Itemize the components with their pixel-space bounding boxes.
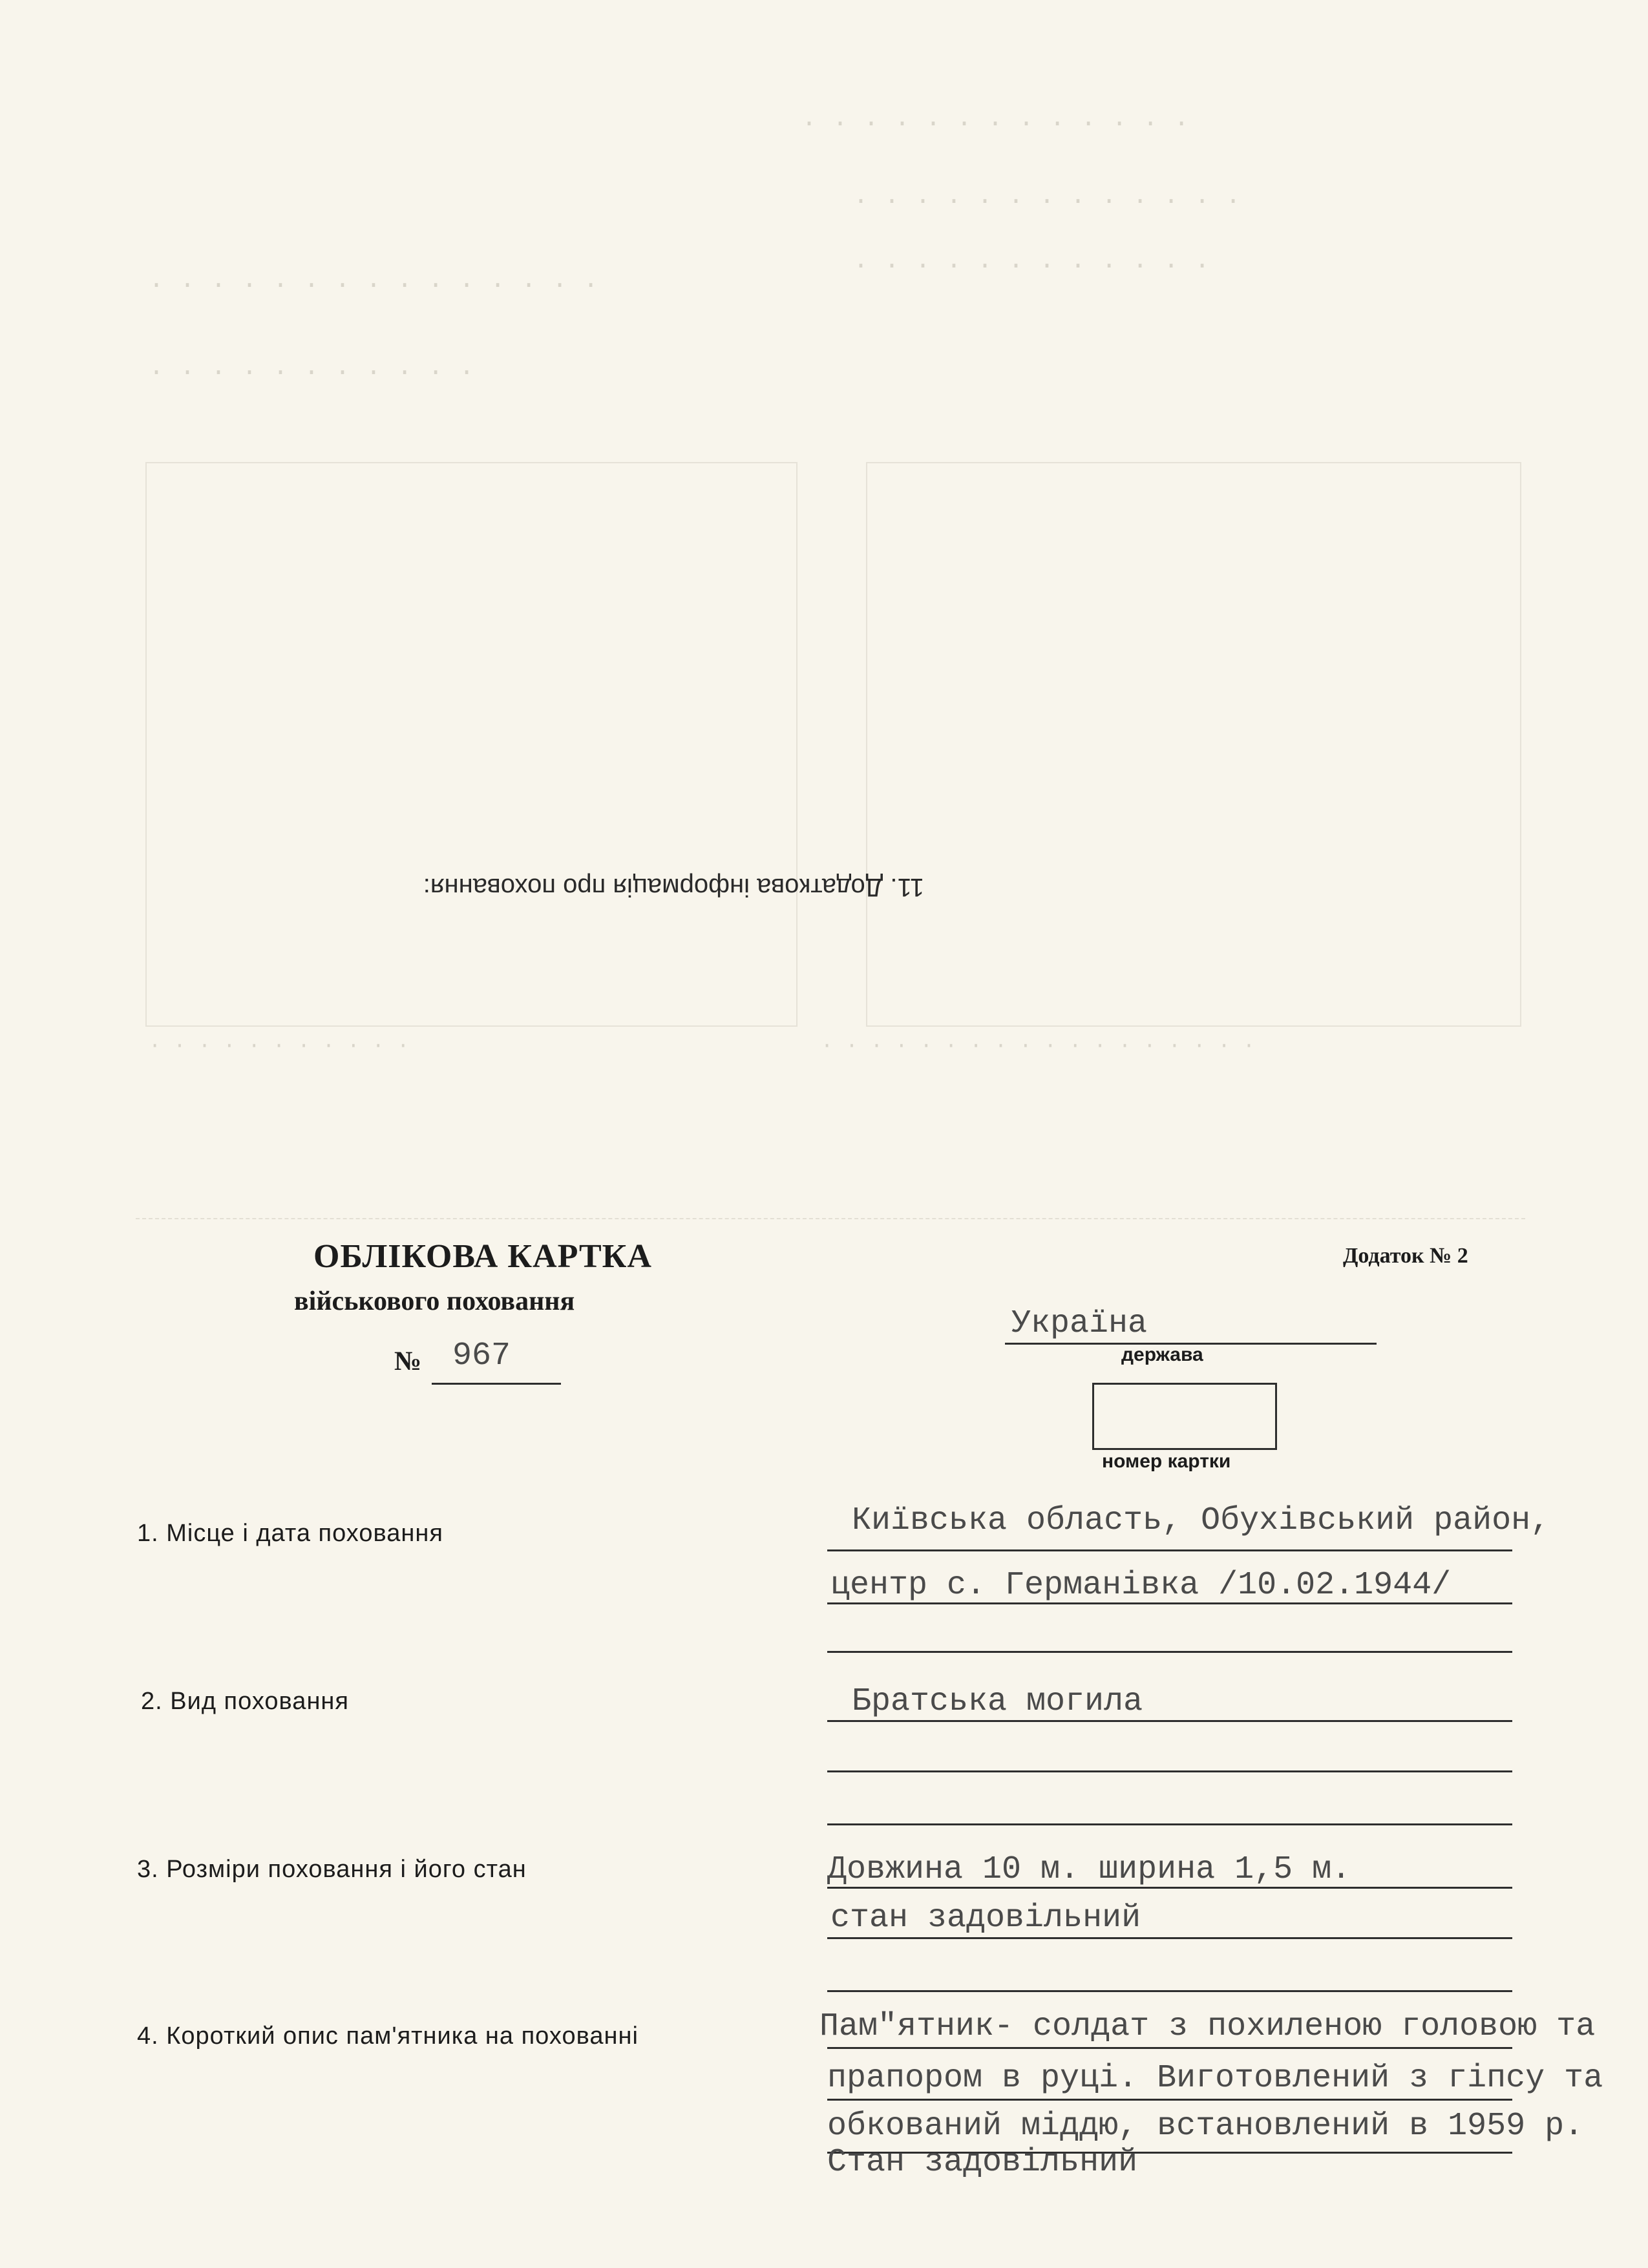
bleed-through-box xyxy=(866,462,1521,1027)
card-number-value: 967 xyxy=(452,1338,511,1374)
field-value-line: Довжина 10 м. ширина 1,5 м. xyxy=(827,1851,1351,1888)
card-number-prefix: № xyxy=(394,1347,422,1376)
field-underline xyxy=(827,1937,1512,1939)
field-label-burial-type: 2. Вид поховання xyxy=(141,1688,349,1715)
bleed-through-text: · · · · · · · · · · · · · xyxy=(853,187,1241,216)
field-underline xyxy=(827,1602,1512,1604)
field-underline xyxy=(827,1887,1512,1889)
field-underline xyxy=(827,1720,1512,1722)
bleed-through-text: · · · · · · · · · · · · · · · xyxy=(149,271,599,300)
field-underline xyxy=(827,1549,1512,1551)
bleed-through-text: · · · · · · · · · · · · · · · · · · xyxy=(821,1034,1256,1058)
field-underline xyxy=(827,2099,1512,2101)
field-underline xyxy=(827,1823,1512,1825)
country-label: держава xyxy=(1121,1344,1203,1365)
field-value-line: Пам"ятник- солдат з похиленою головою та xyxy=(819,2008,1596,2045)
field-underline xyxy=(827,1770,1512,1772)
appendix-label: Додаток № 2 xyxy=(1343,1244,1468,1268)
field-value-line: Стан задовільний xyxy=(827,2144,1138,2181)
card-number-label: номер картки xyxy=(1102,1451,1231,1472)
bleed-through-text: · · · · · · · · · · · xyxy=(149,1034,410,1058)
field-underline xyxy=(827,1651,1512,1653)
field-label-burial-place-date: 1. Місце і дата поховання xyxy=(137,1520,443,1547)
bleed-through-text: · · · · · · · · · · · xyxy=(149,359,475,388)
field-value-line: прапором в руці. Виготовлений з гіпсу та xyxy=(827,2060,1603,2097)
field-value-line: Київська область, Обухівський район, xyxy=(852,1502,1550,1539)
field-label-burial-size-condition: 3. Розміри поховання і його стан xyxy=(137,1856,527,1883)
field-value-line: Братська могила xyxy=(852,1683,1143,1720)
field-label-monument-description: 4. Короткий опис пам'ятника на похованні xyxy=(137,2022,639,2050)
field-underline xyxy=(827,2047,1512,2049)
field-value-line: обкований міддю, встановлений в 1959 р. xyxy=(827,2108,1584,2145)
reverse-side-heading: 11. Додаткова інформація про поховання: xyxy=(423,873,924,901)
card-subtitle: військового поховання xyxy=(294,1286,575,1316)
bleed-through-text: · · · · · · · · · · · · xyxy=(853,252,1210,281)
card-title: ОБЛІКОВА КАРТКА xyxy=(313,1238,652,1275)
country-value: Україна xyxy=(1011,1305,1148,1342)
fold-line xyxy=(136,1218,1525,1219)
field-value-line: центр с. Германівка /10.02.1944/ xyxy=(830,1567,1452,1604)
bleed-through-box xyxy=(145,462,798,1027)
card-number-underline xyxy=(432,1383,561,1385)
field-underline xyxy=(827,1990,1512,1992)
card-number-box xyxy=(1092,1383,1277,1450)
field-value-line: стан задовільний xyxy=(830,1900,1141,1937)
bleed-through-text: · · · · · · · · · · · · · xyxy=(801,110,1190,139)
